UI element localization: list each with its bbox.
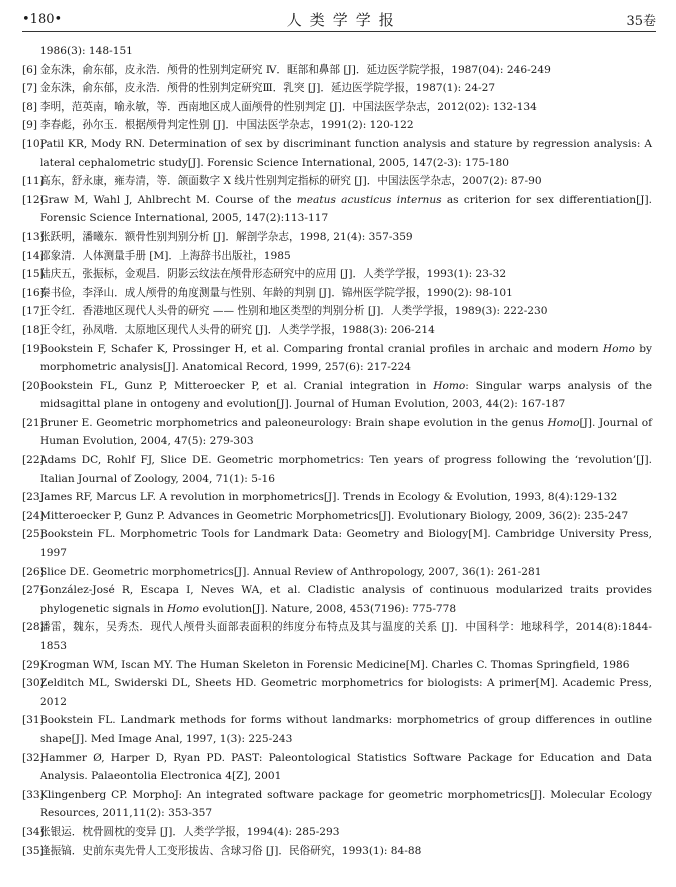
reference-item	[22, 247, 652, 266]
reference-text: Bookstein FL. Landmark methods for forms without landmarks: morphometrics of group differences in outline shape[J]. Med Image Anal, 1997, 1(3): 225-243	[40, 714, 652, 745]
reference-number: [31]	[22, 714, 44, 727]
reference-item	[22, 265, 652, 284]
reference-number: [8]	[22, 100, 38, 113]
reference-item	[22, 451, 652, 488]
reference-italic-text: meatus acusticus internus	[296, 193, 442, 206]
reference-number: [17]	[22, 305, 44, 318]
reference-text: 李春彪，孙尔玉．根据颅骨判定性别 [J]．中国法医学杂志，1991(2): 120-122	[40, 119, 414, 132]
reference-text: Zelditch ML, Swiderski DL, Sheets HD. Geometric morphometrics for biologists: A primer[M]. Academic Press, 2012	[40, 677, 652, 708]
reference-text: 张跃明，潘曦东．额骨性别判别分析 [J]．解剖学杂志，1998, 21(4): 357-359	[40, 230, 413, 243]
reference-number: [24]	[22, 509, 44, 522]
reference-text: 李明，范英南，喻永敏，等．西南地区成人面颅骨的性别判定 [J]．中国法医学杂志，2012(02): 132-134	[40, 100, 537, 113]
reference-item	[22, 823, 652, 842]
reference-number: [19]	[22, 342, 44, 355]
reference-number: [15]	[22, 268, 44, 281]
reference-item	[22, 581, 652, 618]
reference-text: 秦书俭，李泽山．成人颅骨的角度测量与性别、年龄的判别 [J]．锦州医学院学报，1990(2): 98-101	[40, 286, 513, 299]
reference-number: [7]	[22, 82, 38, 95]
reference-text: Slice DE. Geometric morphometrics[J]. Annual Review of Anthropology, 2007, 36(1): 261-281	[40, 565, 542, 578]
reference-number: [28]	[22, 621, 44, 634]
reference-number: [23]	[22, 491, 44, 504]
reference-text: González-José R, Escapa I, Neves WA, et al. Cladistic analysis of continuous modularized traits provides phylogenetic signals in	[40, 584, 652, 615]
reference-number: [12]	[22, 193, 44, 206]
reference-item	[22, 488, 652, 507]
page-number: •180•	[22, 11, 63, 27]
reference-number: [29]	[22, 658, 44, 671]
reference-number: [9]	[22, 119, 38, 132]
reference-item	[22, 525, 652, 562]
reference-list	[22, 42, 652, 860]
reference-number: [16]	[22, 286, 44, 299]
reference-item	[22, 228, 652, 247]
reference-item	[22, 340, 652, 377]
reference-item	[22, 711, 652, 748]
reference-item	[22, 414, 652, 451]
reference-text: 逢振镐．史前东夷先骨人工变形拔齿、含球习俗 [J]．民俗研究，1993(1): 84-88	[40, 844, 422, 857]
reference-text: James RF, Marcus LF. A revolution in morphometrics[J]. Trends in Ecology & Evolution, 1993, 8(4):129-132	[40, 491, 618, 504]
reference-text: Bookstein FL. Morphometric Tools for Landmark Data: Geometry and Biology[M]. Cambridge University Press, 1997	[40, 528, 652, 560]
reference-item	[22, 302, 652, 321]
reference-item	[22, 563, 652, 582]
reference-number: [35]	[22, 844, 44, 857]
reference-number: [18]	[22, 323, 44, 336]
reference-text: as criterion for sex differentiation[J]. Forensic Science International, 2005, 147(2):113-117	[40, 193, 652, 225]
reference-item	[22, 377, 652, 414]
reference-number: [25]	[22, 528, 44, 541]
reference-text: Graw M, Wahl J, Ahlbrecht M. Course of the	[40, 193, 297, 206]
reference-number: [6]	[22, 63, 38, 76]
page-header	[22, 8, 656, 30]
reference-number: [34]	[22, 825, 44, 838]
reference-text: Bookstein F, Schafer K, Prossinger H, et al. Comparing frontal cranial profiles in archaic and modern	[40, 342, 603, 355]
reference-text: Hammer Ø, Harper D, Ryan PD. PAST: Paleontological Statistics Software Package for Education and Data Analysis. Palaeontolia Electronica 4[Z], 2001	[40, 751, 652, 783]
reference-item	[22, 42, 652, 61]
reference-item	[22, 674, 652, 711]
reference-item	[22, 116, 652, 135]
reference-number: [22]	[22, 454, 44, 467]
reference-item	[22, 656, 652, 675]
reference-italic-text: Homo	[602, 342, 635, 355]
reference-item	[22, 507, 652, 526]
reference-item	[22, 284, 652, 303]
reference-italic-text: Homo	[166, 602, 200, 615]
reference-item	[22, 749, 652, 786]
reference-item	[22, 191, 652, 228]
reference-italic-text: Homo	[547, 416, 580, 429]
reference-text: Mitteroecker P, Gunz P. Advances in Geometric Morphometrics[J]. Evolutionary Biology, 2009, 36(2): 235-247	[40, 509, 629, 522]
reference-text: Klingenberg CP. MorphoJ: An integrated software package for geometric morphometrics[J]. Molecular Ecology Resources, 2011,11(2): 353-357	[40, 788, 652, 820]
header-rule	[22, 31, 656, 32]
reference-item	[22, 786, 652, 823]
reference-number: [13]	[22, 230, 44, 243]
reference-text: 邵象清．人体测量手册 [M]．上海辞书出版社，1985	[40, 249, 291, 262]
reference-text: 陆庆五，张振标，金观昌．阴影云纹法在颅骨形态研究中的应用 [J]．人类学学报，1993(1): 23-32	[40, 268, 507, 281]
reference-number: [21]	[22, 416, 44, 429]
reference-text: Patil KR, Mody RN. Determination of sex by discriminant function analysis and stature by regression analysis: A lateral cephalometric study[J]. Forensic Science International, 2005, 147(2-3): 175-180	[40, 137, 652, 169]
reference-item	[22, 842, 652, 861]
reference-text: Adams DC, Rohlf FJ, Slice DE. Geometric morphometrics: Ten years of progress following the ‘revolution’[J]. Italian Journal of Zoology, 2004, 71(1): 5-16	[40, 454, 652, 485]
reference-number: [10]	[22, 137, 44, 150]
reference-number: [20]	[22, 379, 44, 392]
reference-number: [30]	[22, 677, 44, 690]
reference-text: 高东，舒永康，雍寿清，等．颌面数字 X 线片性别判定指标的研究 [J]．中国法医学杂志，2007(2): 87-90	[40, 175, 542, 188]
reference-number: [27]	[22, 584, 44, 597]
reference-text: 潘雷，魏东，吴秀杰．现代人颅骨头面部表面积的纬度分布特点及其与温度的关系 [J]．中国科学：地球科学，2014(8):1844-1853	[40, 621, 652, 652]
reference-text: by morphometric analysis[J]. Anatomical Record, 1999, 257(6): 217-224	[40, 342, 652, 374]
reference-text: 金东洙，俞东郁，皮永浩．颅骨的性别判定研究Ⅲ．乳突 [J]．延边医学院学报，1987(1): 24-27	[40, 82, 496, 95]
reference-text: [J]. Journal of Human Evolution, 2004, 47(5): 279-303	[40, 416, 652, 448]
reference-item	[22, 321, 652, 340]
reference-item	[22, 618, 652, 655]
reference-item	[22, 79, 652, 98]
reference-text: 1986(3): 148-151	[40, 45, 133, 57]
reference-item	[22, 61, 652, 80]
reference-text: 王令红，孙凤喈．太原地区现代人头骨的研究 [J]．人类学学报，1988(3): 206-214	[40, 323, 435, 336]
reference-text: 金东洙，俞东郁，皮永浩．颅骨的性别判定研究 Ⅳ．眶部和鼻部 [J]．延边医学院学报，1987(04): 246-249	[40, 63, 551, 76]
reference-italic-text: Homo	[433, 379, 466, 392]
reference-number: [26]	[22, 565, 44, 578]
reference-item	[22, 135, 652, 172]
journal-title: 人类学学报	[286, 10, 402, 29]
reference-text: evolution[J]. Nature, 2008, 453(7196): 775-778	[199, 602, 457, 615]
reference-text: 王令红．香港地区现代人头骨的研究 —— 性别和地区类型的判别分析 [J]．人类学学报，1989(3): 222-230	[40, 305, 548, 318]
reference-text: 张银运．枕骨圆枕的变异 [J]．人类学学报，1994(4): 285-293	[40, 825, 340, 838]
reference-text: Bookstein FL, Gunz P, Mitteroecker P, et al. Cranial integration in	[40, 379, 434, 392]
reference-text: Krogman WM, Iscan MY. The Human Skeleton in Forensic Medicine[M]. Charles C. Thomas Springfield, 1986	[40, 658, 630, 671]
reference-number: [33]	[22, 788, 44, 801]
reference-text: : Singular warps analysis of the midsagittal plane in ontogeny and evolution[J]. Journal of Human Evolution, 2003, 44(2): 167-187	[40, 379, 652, 411]
reference-number: [11]	[22, 175, 44, 188]
reference-number: [32]	[22, 751, 44, 764]
reference-text: Bruner E. Geometric morphometrics and paleoneurology: Brain shape evolution in the genus	[40, 416, 548, 429]
volume-label: 35卷	[626, 13, 656, 29]
reference-item	[22, 98, 652, 117]
reference-number: [14]	[22, 249, 44, 262]
reference-item	[22, 172, 652, 191]
